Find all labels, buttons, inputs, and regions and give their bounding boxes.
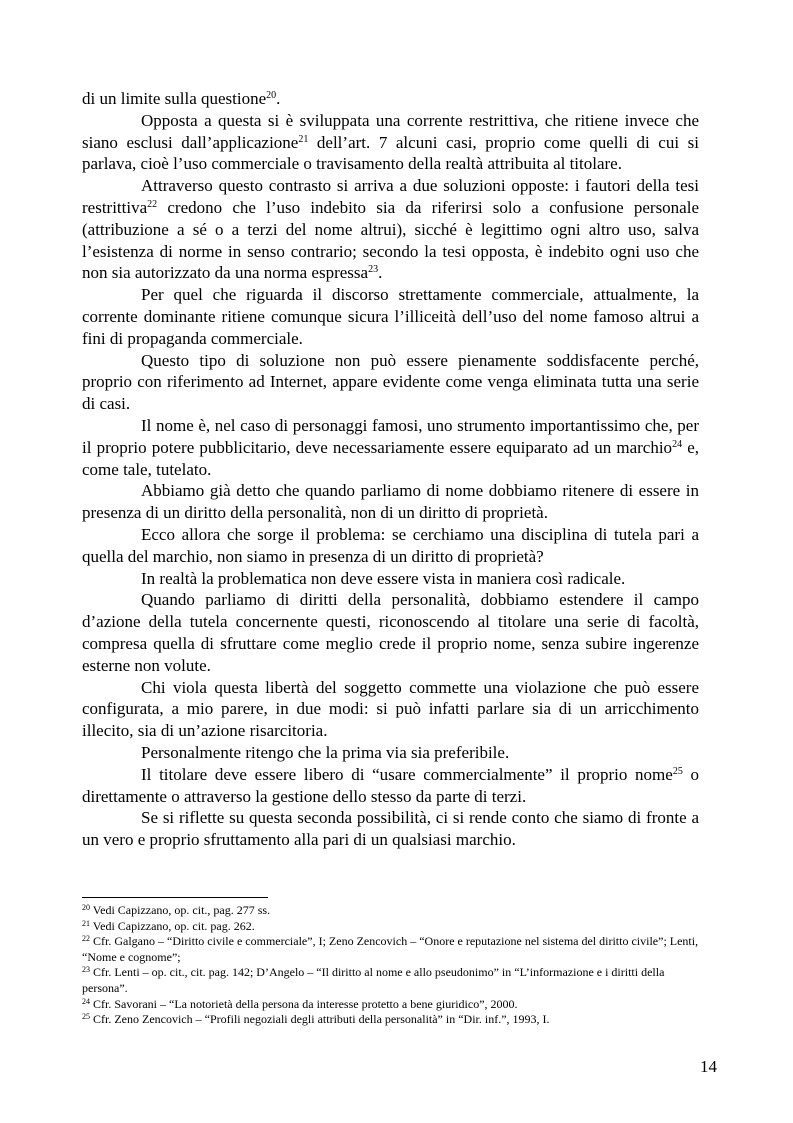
footnote-ref: 25: [672, 765, 683, 777]
footnote: [82, 934, 699, 965]
paragraph: [82, 568, 699, 590]
paragraph: [82, 480, 699, 524]
paragraph: [82, 764, 699, 808]
paragraph-text: o direttamente o attraverso la gestione dello stesso da parte di terzi.: [82, 764, 700, 806]
paragraph: [82, 284, 699, 349]
footnote-number: 20: [82, 903, 90, 912]
footnote: [82, 965, 699, 996]
footnote-ref: 24: [672, 438, 683, 450]
footnote-number: 24: [82, 996, 90, 1006]
paragraph-text: Se si riflette su questa seconda possibilità, ci si rende conto che siamo di fronte a un vero e proprio sfruttamento alla pari di un qualsiasi marchio.: [82, 808, 699, 850]
footnote-ref: 22: [147, 198, 158, 210]
paragraph-text: Abbiamo già detto che quando parliamo di nome dobbiamo ritenere di essere in presenza di un diritto della personalità, non di un diritto di proprietà.: [82, 481, 699, 523]
paragraph-text: Personalmente ritengo che la prima via sia preferibile.: [141, 742, 510, 762]
paragraph-text: Questo tipo di soluzione non può essere pienamente soddisfacente perché, proprio con riferimento ad Internet, appare evidente come venga eliminata tutta una serie di casi.: [82, 350, 699, 414]
footnote-text: Vedi Capizzano, op. cit., pag. 277 ss.: [90, 903, 271, 917]
footnote-number: 23: [82, 965, 90, 975]
paragraph-text: dell’art. 7 alcuni casi, proprio come quelli di cui si parlava, cioè l’uso commerciale o travisamento della realtà attribuita al titolare.: [82, 132, 699, 174]
paragraph-text: .: [276, 89, 281, 108]
footnote: [82, 997, 699, 1013]
paragraph-text: Il nome è, nel caso di personaggi famosi, uno strumento importantissimo che, per il proprio potere pubblicitario, deve necessariamente essere equiparato ad un marchio: [82, 415, 699, 457]
footnote-number: 21: [82, 918, 90, 928]
page-number: 14: [700, 1057, 717, 1076]
paragraph-text: Ecco allora che sorge il problema: se cerchiamo una disciplina di tutela pari a quella del marchio, non siamo in presenza di un diritto di proprietà?: [82, 524, 699, 566]
footnote-text: Cfr. Lenti – op. cit., cit. pag. 142; D’Angelo – “Il diritto al nome e allo pseudonimo” in “L’informazione e i diritti della persona”.: [82, 965, 665, 995]
footnote-number: 25: [82, 1012, 90, 1022]
paragraph-text: Attraverso questo contrasto si arriva a due soluzioni opposte: i fautori della tesi restrittiva: [82, 176, 699, 217]
footnote: [82, 1012, 699, 1028]
paragraph-text: credono che l’uso indebito sia da riferirsi solo a confusione personale (attribuzione a sé o a terzi del nome altrui), sicché è legittimo ogni altro uso, salva l’esistenza di norme in senso contrario; secondo la tesi opposta, è indebito ogni uso che non sia autorizzato da una norma espressa: [82, 197, 699, 283]
body-text: [82, 88, 699, 851]
paragraph: [82, 807, 699, 851]
paragraph: [82, 589, 699, 676]
paragraph-text: Il titolare deve essere libero di “usare commercialmente” il proprio nome: [141, 764, 673, 784]
footnote: [82, 903, 699, 919]
footnote-ref: 20: [266, 90, 277, 101]
footnote-separator: [82, 897, 268, 898]
paragraph-text: Chi viola questa libertà del soggetto commette una violazione che può essere configurata, a mio parere, in due modi: si può infatti parlare sia di un arricchimento illecito, sia di un’azione risarcitoria.: [82, 677, 699, 741]
paragraph: [82, 677, 699, 742]
footnote-text: Cfr. Savorani – “La notorietà della persona da interesse protetto a bene giuridico”, 2000.: [90, 996, 518, 1011]
paragraph: [82, 88, 699, 110]
paragraph: [82, 524, 699, 568]
footnote: [82, 919, 699, 935]
paragraph: [82, 742, 699, 764]
paragraph-text: Quando parliamo di diritti della personalità, dobbiamo estendere il campo d’azione della tutela concernente questi, riconoscendo al titolare una serie di facoltà, compresa quella di sfruttare come meglio crede il proprio nome, senza subire ingerenze esterne non volute.: [82, 590, 699, 675]
paragraph: [82, 415, 699, 480]
footnotes: [82, 903, 699, 1028]
paragraph-text: di un limite sulla questione: [82, 89, 267, 108]
footnote-text: Cfr. Zeno Zencovich – “Profili negoziali degli attributi della personalità” in “Dir. inf.”, 1993, I.: [90, 1012, 550, 1027]
footnote-text: Vedi Capizzano, op. cit. pag. 262.: [90, 918, 255, 933]
paragraph: [82, 110, 699, 175]
paragraph-text: Opposta a questa si è sviluppata una corrente restrittiva, che ritiene invece che siano esclusi dall’applicazione: [82, 110, 699, 152]
footnote-ref: 23: [368, 264, 379, 276]
paragraph: [82, 350, 699, 415]
paragraph-text: e, come tale, tutelato.: [82, 437, 700, 479]
paragraph-text: Per quel che riguarda il discorso strettamente commerciale, attualmente, la corrente dominante ritiene comunque sicura l’illiceità dell’uso del nome famoso altrui a fini di propaganda commerciale.: [82, 285, 699, 348]
footnote-ref: 21: [298, 133, 309, 145]
paragraph-text: .: [378, 263, 383, 283]
footnote-number: 22: [82, 934, 90, 944]
paragraph-text: In realtà la problematica non deve essere vista in maniera così radicale.: [141, 568, 626, 588]
paragraph: [82, 175, 699, 284]
footnote-text: Cfr. Galgano – “Diritto civile e commerciale”, I; Zeno Zencovich – “Onore e reputazione nel sistema del diritto civile”; Lenti, “Nome e cognome”;: [82, 934, 699, 964]
